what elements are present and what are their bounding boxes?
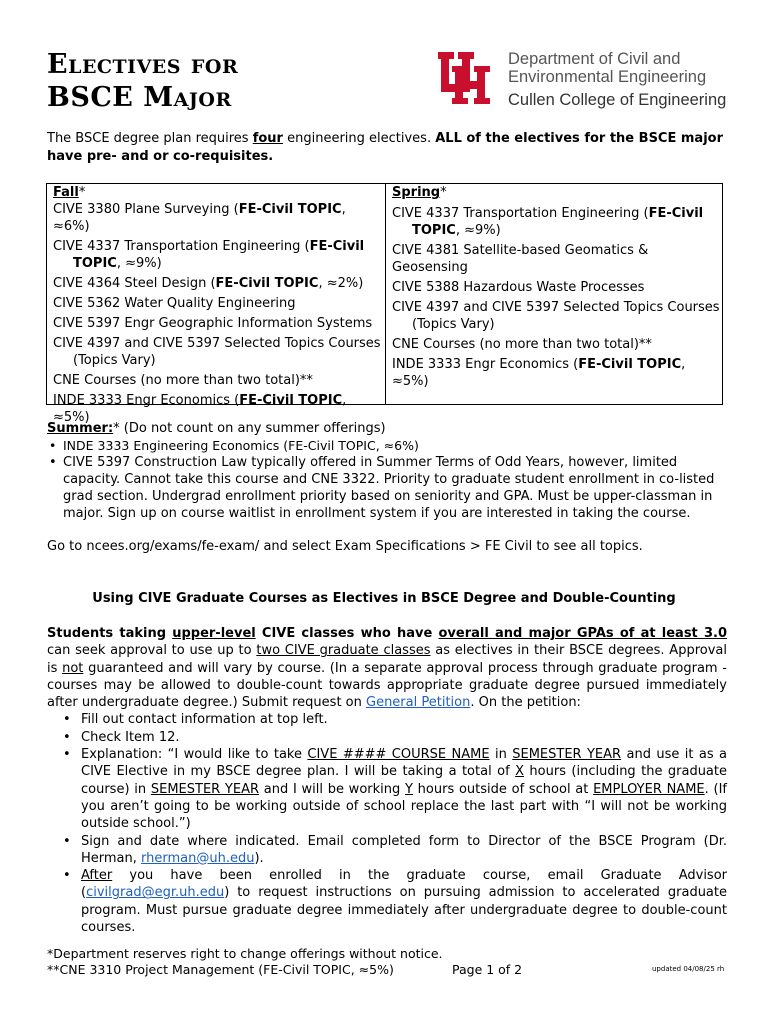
list-item: CIVE 4381 Satellite-based Geomatics & Geosensing xyxy=(392,243,649,275)
title-line-1: Electives for xyxy=(47,49,239,80)
spring-heading xyxy=(386,184,722,201)
list-item: • Sign and date where indicated. Email completed form to Director of the BSCE Program (Dr. Herman, rherman@uh.edu). xyxy=(63,833,727,868)
fall-heading-label: Fall xyxy=(53,185,79,200)
list-item: • Explanation: “I would like to take CIVE #### COURSE NAME in SEMESTER YEAR and use it as a CIVE Elective in my BSCE degree plan. I will be taking a total of X hours (including the graduate course) in SEMESTER YEAR and I will be working Y hours outside of school at EMPLOYER NAME. (If you aren’t going to be working outside of school replace the last part with “I will not be working outside school.”) xyxy=(63,746,727,832)
list-item: • INDE 3333 Engineering Economics (FE-Civil TOPIC, ≈6%) xyxy=(47,437,727,454)
summer-section xyxy=(47,420,727,522)
intro-emphasis-four: four xyxy=(252,131,283,146)
fall-heading xyxy=(47,184,385,201)
list-item: CIVE 3380 Plane Surveying (FE-Civil TOPIC, ≈6%) xyxy=(53,202,346,234)
section-heading: Using CIVE Graduate Courses as Electives in BSCE Degree and Double-Counting xyxy=(92,591,676,606)
department-block xyxy=(508,50,726,109)
footer-note-1: *Department reserves right to change offerings without notice. xyxy=(47,946,443,961)
fall-column xyxy=(47,184,386,425)
list-item: INDE 3333 Engr Economics (FE-Civil TOPIC, ≈5%) xyxy=(53,393,347,425)
intro-text: The BSCE degree plan requires xyxy=(47,131,253,146)
list-item: CIVE 5397 Engr Geographic Information Systems xyxy=(53,316,373,331)
footer-note-2: **CNE 3310 Project Management (FE-Civil TOPIC, ≈5%) xyxy=(47,962,394,977)
list-item: • Fill out contact information at top left. xyxy=(63,711,727,728)
list-item: CIVE 5362 Water Quality Engineering xyxy=(53,296,296,311)
list-item: CIVE 4337 Transportation Engineering (FE-Civil TOPIC, ≈9%) xyxy=(392,206,704,238)
department-line-2: Environmental Engineering xyxy=(508,68,707,86)
page-number: Page 1 of 2 xyxy=(452,962,523,977)
director-email-link[interactable]: rherman@uh.edu xyxy=(141,850,255,866)
list-item: • After you have been enrolled in the graduate course, email Graduate Advisor (civilgrad@egr.uh.edu) to request instructions on pursuing admission to accelerated graduate program. Must pursue graduate degree immediately after undergraduate degree to double-count courses. xyxy=(63,867,727,936)
electives-table xyxy=(46,183,723,425)
list-item: CIVE 4397 and CIVE 5397 Selected Topics Courses (Topics Vary) xyxy=(53,336,381,368)
spring-column xyxy=(386,184,722,404)
list-item: INDE 3333 Engr Economics (FE-Civil TOPIC, ≈5%) xyxy=(392,357,686,389)
updated-stamp: updated 04/08/25 rh xyxy=(652,965,725,973)
grad-advisor-email-link[interactable]: civilgrad@egr.uh.edu xyxy=(86,885,225,901)
title-line-2: BSCE Major xyxy=(47,82,232,113)
grad-section xyxy=(47,625,727,936)
fall-heading-star: * xyxy=(78,185,86,200)
department-line-1: Department of Civil and xyxy=(508,50,681,68)
list-item: CIVE 4397 and CIVE 5397 Selected Topics Courses (Topics Vary) xyxy=(392,300,720,332)
list-item: CIVE 5388 Hazardous Waste Processes xyxy=(392,280,645,295)
list-item: • Check Item 12. xyxy=(63,729,727,746)
grad-paragraph: Students taking upper-level CIVE classes who have overall and major GPAs of at least 3.0 can seek approval to use up to two CIVE graduate classes as electives in their BSCE degrees. Approval is not guaranteed and will vary by course. (In a separate approval process through graduate program - courses may be allowed to double-count towards appropriate graduate degree pursued immediately after undergraduate degree.) Submit request on General Petition. On the petition: xyxy=(47,626,727,711)
list-item: CNE Courses (no more than two total)** xyxy=(53,373,313,388)
summer-note: * (Do not count on any summer offerings) xyxy=(113,421,386,436)
summer-heading: Summer: xyxy=(47,421,114,436)
petition-steps-list xyxy=(47,711,727,936)
list-item: CNE Courses (no more than two total)** xyxy=(392,337,652,352)
summer-list xyxy=(47,437,727,522)
intro-paragraph xyxy=(47,130,727,166)
general-petition-link[interactable]: General Petition xyxy=(366,695,471,711)
page-title xyxy=(47,48,238,114)
list-item: CIVE 4364 Steel Design (FE-Civil TOPIC, ≈2%) xyxy=(53,276,364,291)
list-item: CIVE 4337 Transportation Engineering (FE-Civil TOPIC, ≈9%) xyxy=(53,239,365,271)
spring-heading-star: * xyxy=(440,185,447,200)
uh-logo-icon xyxy=(436,50,492,106)
list-item: • CIVE 5397 Construction Law typically offered in Summer Terms of Odd Years, however, limited capacity. Cannot take this course and CNE 3322. Priority to graduate student enrollment in co-listed grad section. Undergrad enrollment priority based on seniority and GPA. Must be upper-classman in major. Sign up on course waitlist in enrollment system if you are interested in taking the course. xyxy=(47,454,727,522)
summer-heading-line xyxy=(47,420,727,437)
ncees-note: Go to ncees.org/exams/fe-exam/ and select Exam Specifications > FE Civil to see all topics. xyxy=(47,539,643,554)
college-name: Cullen College of Engineering xyxy=(508,91,727,109)
spring-heading-label: Spring xyxy=(392,185,441,200)
intro-text: engineering electives. xyxy=(282,131,436,146)
intro-requisites-note: ALL of the electives for the BSCE major have pre- and or co-requisites. xyxy=(47,131,723,164)
